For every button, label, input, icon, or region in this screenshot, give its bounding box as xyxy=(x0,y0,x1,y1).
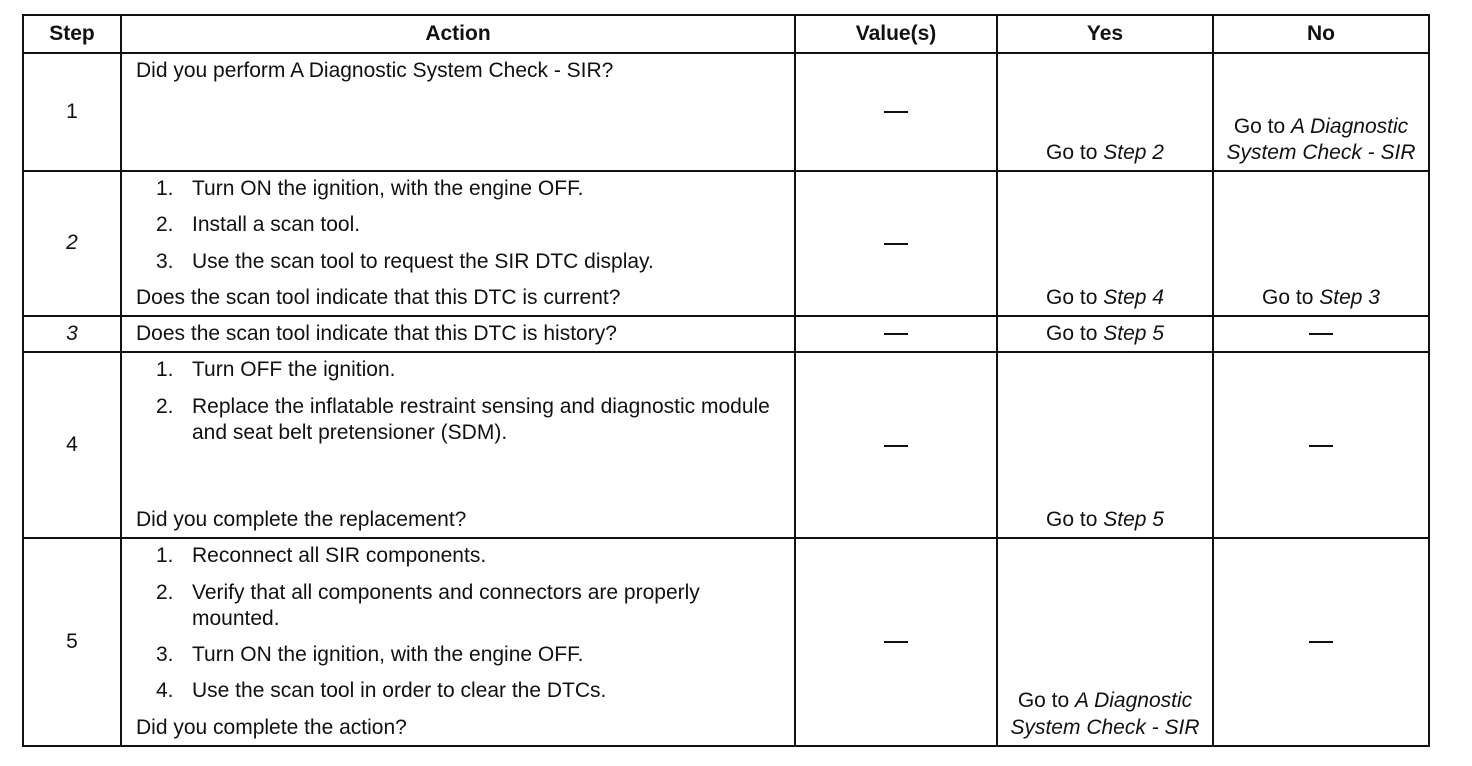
yes-cell xyxy=(997,171,1213,316)
question-text: Did you perform A Diagnostic System Check - SIR? xyxy=(136,59,614,82)
dash-mark xyxy=(884,445,908,447)
value-cell xyxy=(795,352,997,538)
substep-list xyxy=(136,543,784,714)
list-item: 1. Turn OFF the ignition. xyxy=(156,358,396,382)
diagnostic-table xyxy=(22,14,1430,747)
no-ref: Step 3 xyxy=(1319,285,1380,309)
dash-mark xyxy=(1309,641,1333,643)
dash-mark xyxy=(884,111,908,113)
yes-cell xyxy=(997,538,1213,746)
action-cell xyxy=(121,538,795,746)
value-cell xyxy=(795,171,997,316)
action-cell xyxy=(121,53,795,171)
no-ref: A Diagnostic System Check - SIR xyxy=(1226,114,1416,164)
value-cell xyxy=(795,316,997,352)
question-text: Did you complete the action? xyxy=(136,715,407,739)
no-cell xyxy=(1213,352,1429,538)
header-action: Action xyxy=(121,15,795,53)
yes-prefix: Go to xyxy=(1046,285,1104,309)
list-item: 3. Turn ON the ignition, with the engine OFF. xyxy=(156,643,584,666)
action-cell xyxy=(121,171,795,316)
step-number: 4 xyxy=(23,352,121,538)
dash-mark xyxy=(884,641,908,643)
list-item: 1. Turn ON the ignition, with the engine OFF. xyxy=(156,177,584,200)
header-no: No xyxy=(1213,15,1429,53)
step-number: 3 xyxy=(23,316,121,352)
table-row xyxy=(23,53,1429,171)
question-text: Does the scan tool indicate that this DTC is history? xyxy=(136,322,617,345)
yes-ref: Step 2 xyxy=(1103,140,1164,164)
value-cell xyxy=(795,538,997,746)
yes-prefix: Go to xyxy=(1017,689,1076,713)
action-cell xyxy=(121,316,795,352)
step-number: 1 xyxy=(23,53,121,171)
value-cell xyxy=(795,53,997,171)
table-row xyxy=(23,352,1429,538)
yes-ref: Step 5 xyxy=(1103,508,1164,531)
table-row xyxy=(23,171,1429,316)
yes-prefix: Go to xyxy=(1046,508,1104,531)
list-item: 3. Use the scan tool to request the SIR DTC display. xyxy=(156,249,654,273)
yes-ref: Step 5 xyxy=(1103,322,1164,345)
yes-cell xyxy=(997,316,1213,352)
step-number: 5 xyxy=(23,538,121,746)
header-yes: Yes xyxy=(997,15,1213,53)
list-item: 2. Replace the inflatable restraint sensing and diagnostic module and seat belt pretensioner (SDM). xyxy=(156,394,770,444)
table-row xyxy=(23,316,1429,352)
step-number: 2 xyxy=(23,171,121,316)
yes-cell xyxy=(997,352,1213,538)
substep-list xyxy=(136,176,784,285)
yes-prefix: Go to xyxy=(1046,140,1104,164)
no-prefix: Go to xyxy=(1233,114,1292,138)
question-text: Does the scan tool indicate that this DTC is current? xyxy=(136,285,621,309)
list-item: 2. Install a scan tool. xyxy=(156,213,361,237)
list-item: 4. Use the scan tool in order to clear the DTCs. xyxy=(156,679,607,703)
header-row xyxy=(23,15,1429,53)
dash-mark xyxy=(884,333,908,335)
yes-cell xyxy=(997,53,1213,171)
yes-ref: A Diagnostic System Check - SIR xyxy=(1010,689,1200,739)
no-cell xyxy=(1213,171,1429,316)
no-cell xyxy=(1213,316,1429,352)
header-value: Value(s) xyxy=(795,15,997,53)
dash-mark xyxy=(884,243,908,245)
dash-mark xyxy=(1309,445,1333,447)
no-prefix: Go to xyxy=(1262,285,1320,309)
yes-ref: Step 4 xyxy=(1103,285,1164,309)
table-row xyxy=(23,538,1429,746)
no-cell xyxy=(1213,53,1429,171)
no-cell xyxy=(1213,538,1429,746)
dash-mark xyxy=(1309,333,1333,335)
yes-prefix: Go to xyxy=(1046,322,1104,345)
header-step: Step xyxy=(23,15,121,53)
list-item: 1. Reconnect all SIR components. xyxy=(156,544,487,568)
question-text: Did you complete the replacement? xyxy=(136,508,467,531)
substep-list xyxy=(136,357,784,456)
list-item: 2. Verify that all components and connectors are properly mounted. xyxy=(156,580,700,630)
action-cell xyxy=(121,352,795,538)
